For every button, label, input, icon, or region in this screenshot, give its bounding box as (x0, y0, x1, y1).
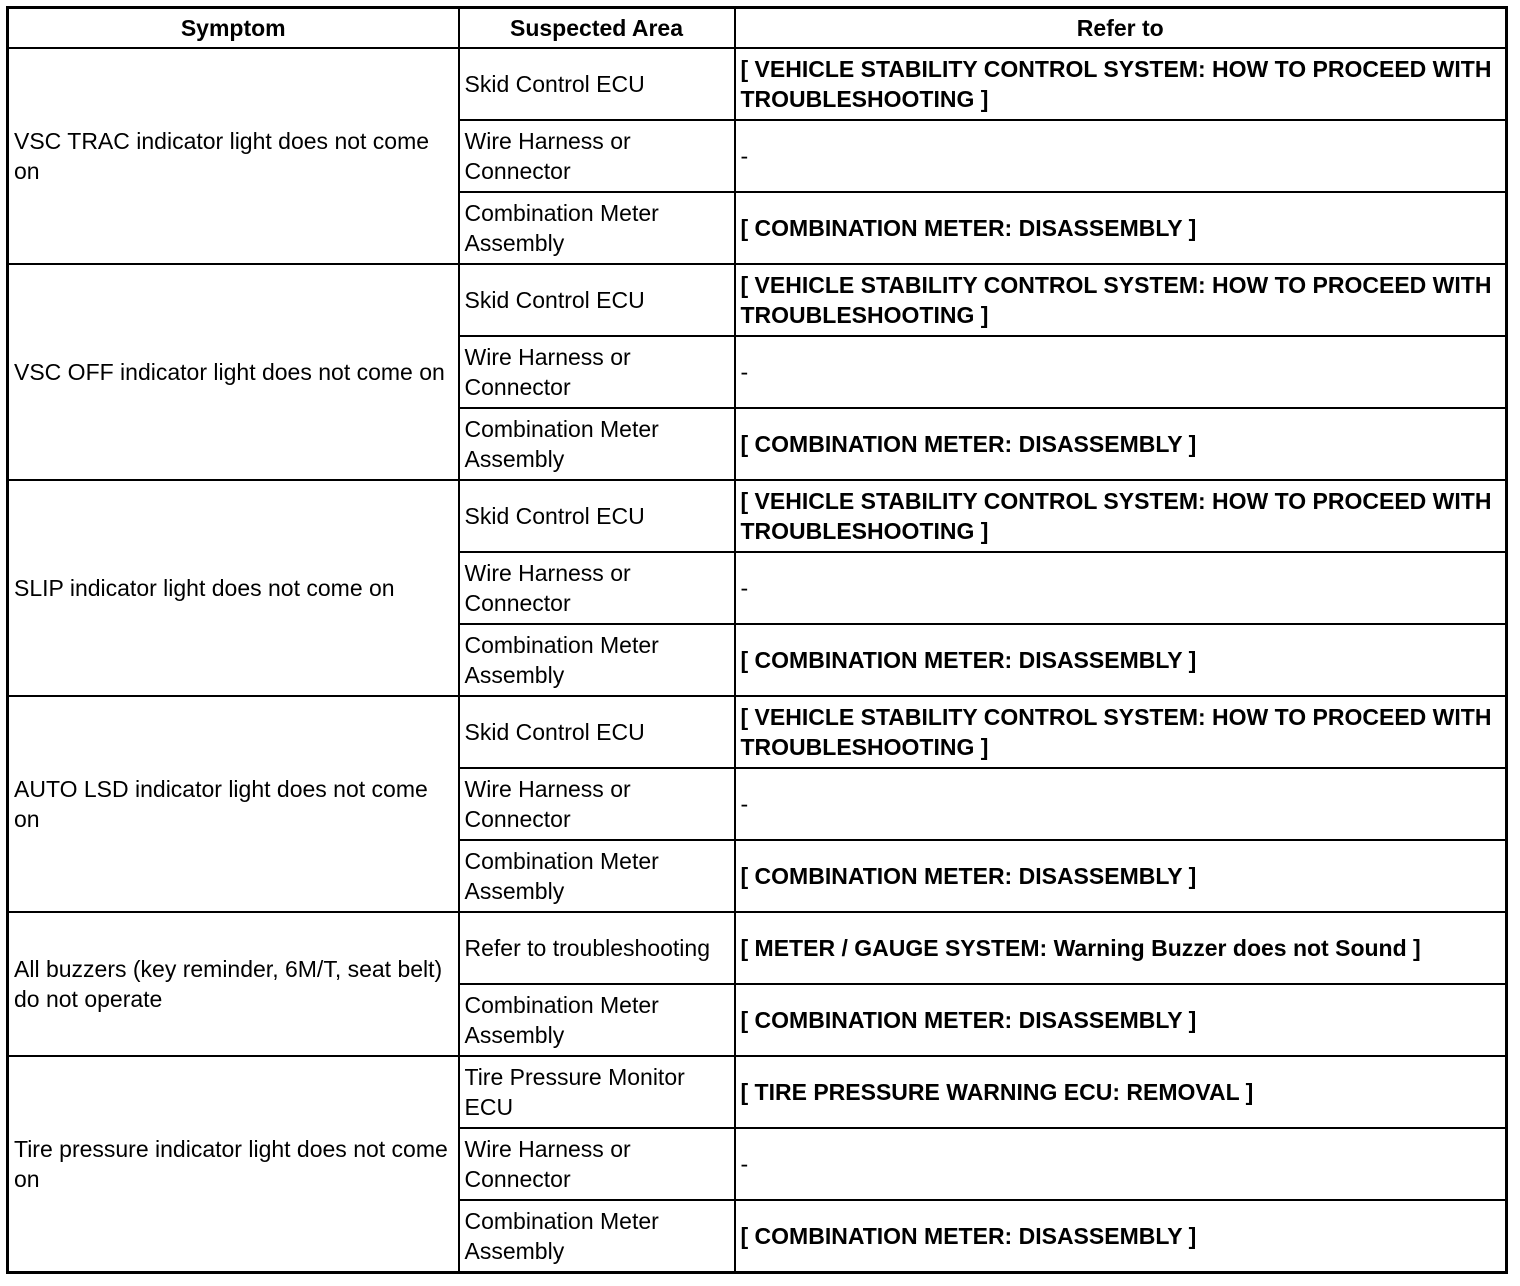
table-row (8, 696, 1507, 768)
refer-to-link[interactable]: [ COMBINATION METER: DISASSEMBLY ] (735, 624, 1507, 696)
header-symptom: Symptom (8, 8, 459, 49)
troubleshooting-table (6, 6, 1508, 1274)
symptom-cell: All buzzers (key reminder, 6M/T, seat belt) do not operate (8, 912, 459, 1056)
refer-to-link[interactable]: [ VEHICLE STABILITY CONTROL SYSTEM: HOW TO PROCEED WITH TROUBLESHOOTING ] (735, 480, 1507, 552)
refer-to-cell: - (735, 552, 1507, 624)
suspected-area-cell: Combination Meter Assembly (459, 624, 735, 696)
table-row (8, 480, 1507, 552)
header-row (8, 8, 1507, 49)
suspected-area-cell: Combination Meter Assembly (459, 408, 735, 480)
suspected-area-cell: Wire Harness or Connector (459, 336, 735, 408)
suspected-area-cell: Combination Meter Assembly (459, 192, 735, 264)
suspected-area-cell: Wire Harness or Connector (459, 1128, 735, 1200)
suspected-area-cell: Wire Harness or Connector (459, 552, 735, 624)
table-row (8, 48, 1507, 120)
refer-to-link[interactable]: [ TIRE PRESSURE WARNING ECU: REMOVAL ] (735, 1056, 1507, 1128)
suspected-area-cell: Wire Harness or Connector (459, 120, 735, 192)
refer-to-link[interactable]: [ METER / GAUGE SYSTEM: Warning Buzzer does not Sound ] (735, 912, 1507, 984)
refer-to-link[interactable]: [ COMBINATION METER: DISASSEMBLY ] (735, 984, 1507, 1056)
refer-to-cell: - (735, 1128, 1507, 1200)
suspected-area-cell: Combination Meter Assembly (459, 840, 735, 912)
refer-to-cell: - (735, 768, 1507, 840)
suspected-area-cell: Skid Control ECU (459, 48, 735, 120)
refer-to-link[interactable]: [ COMBINATION METER: DISASSEMBLY ] (735, 840, 1507, 912)
table-row (8, 912, 1507, 984)
symptom-cell: Tire pressure indicator light does not come on (8, 1056, 459, 1273)
suspected-area-cell: Refer to troubleshooting (459, 912, 735, 984)
refer-to-link[interactable]: [ VEHICLE STABILITY CONTROL SYSTEM: HOW TO PROCEED WITH TROUBLESHOOTING ] (735, 48, 1507, 120)
symptom-cell: SLIP indicator light does not come on (8, 480, 459, 696)
suspected-area-cell: Skid Control ECU (459, 264, 735, 336)
symptom-cell: VSC TRAC indicator light does not come on (8, 48, 459, 264)
suspected-area-cell: Combination Meter Assembly (459, 1200, 735, 1273)
table-row (8, 1056, 1507, 1128)
table-row (8, 264, 1507, 336)
symptom-cell: AUTO LSD indicator light does not come on (8, 696, 459, 912)
suspected-area-cell: Wire Harness or Connector (459, 768, 735, 840)
suspected-area-cell: Combination Meter Assembly (459, 984, 735, 1056)
refer-to-cell: - (735, 120, 1507, 192)
table-body (8, 48, 1507, 1273)
header-refer-to: Refer to (735, 8, 1507, 49)
suspected-area-cell: Skid Control ECU (459, 696, 735, 768)
suspected-area-cell: Skid Control ECU (459, 480, 735, 552)
refer-to-cell: - (735, 336, 1507, 408)
refer-to-link[interactable]: [ VEHICLE STABILITY CONTROL SYSTEM: HOW TO PROCEED WITH TROUBLESHOOTING ] (735, 264, 1507, 336)
suspected-area-cell: Tire Pressure Monitor ECU (459, 1056, 735, 1128)
symptom-cell: VSC OFF indicator light does not come on (8, 264, 459, 480)
refer-to-link[interactable]: [ VEHICLE STABILITY CONTROL SYSTEM: HOW TO PROCEED WITH TROUBLESHOOTING ] (735, 696, 1507, 768)
refer-to-link[interactable]: [ COMBINATION METER: DISASSEMBLY ] (735, 192, 1507, 264)
refer-to-link[interactable]: [ COMBINATION METER: DISASSEMBLY ] (735, 1200, 1507, 1273)
header-suspected-area: Suspected Area (459, 8, 735, 49)
refer-to-link[interactable]: [ COMBINATION METER: DISASSEMBLY ] (735, 408, 1507, 480)
